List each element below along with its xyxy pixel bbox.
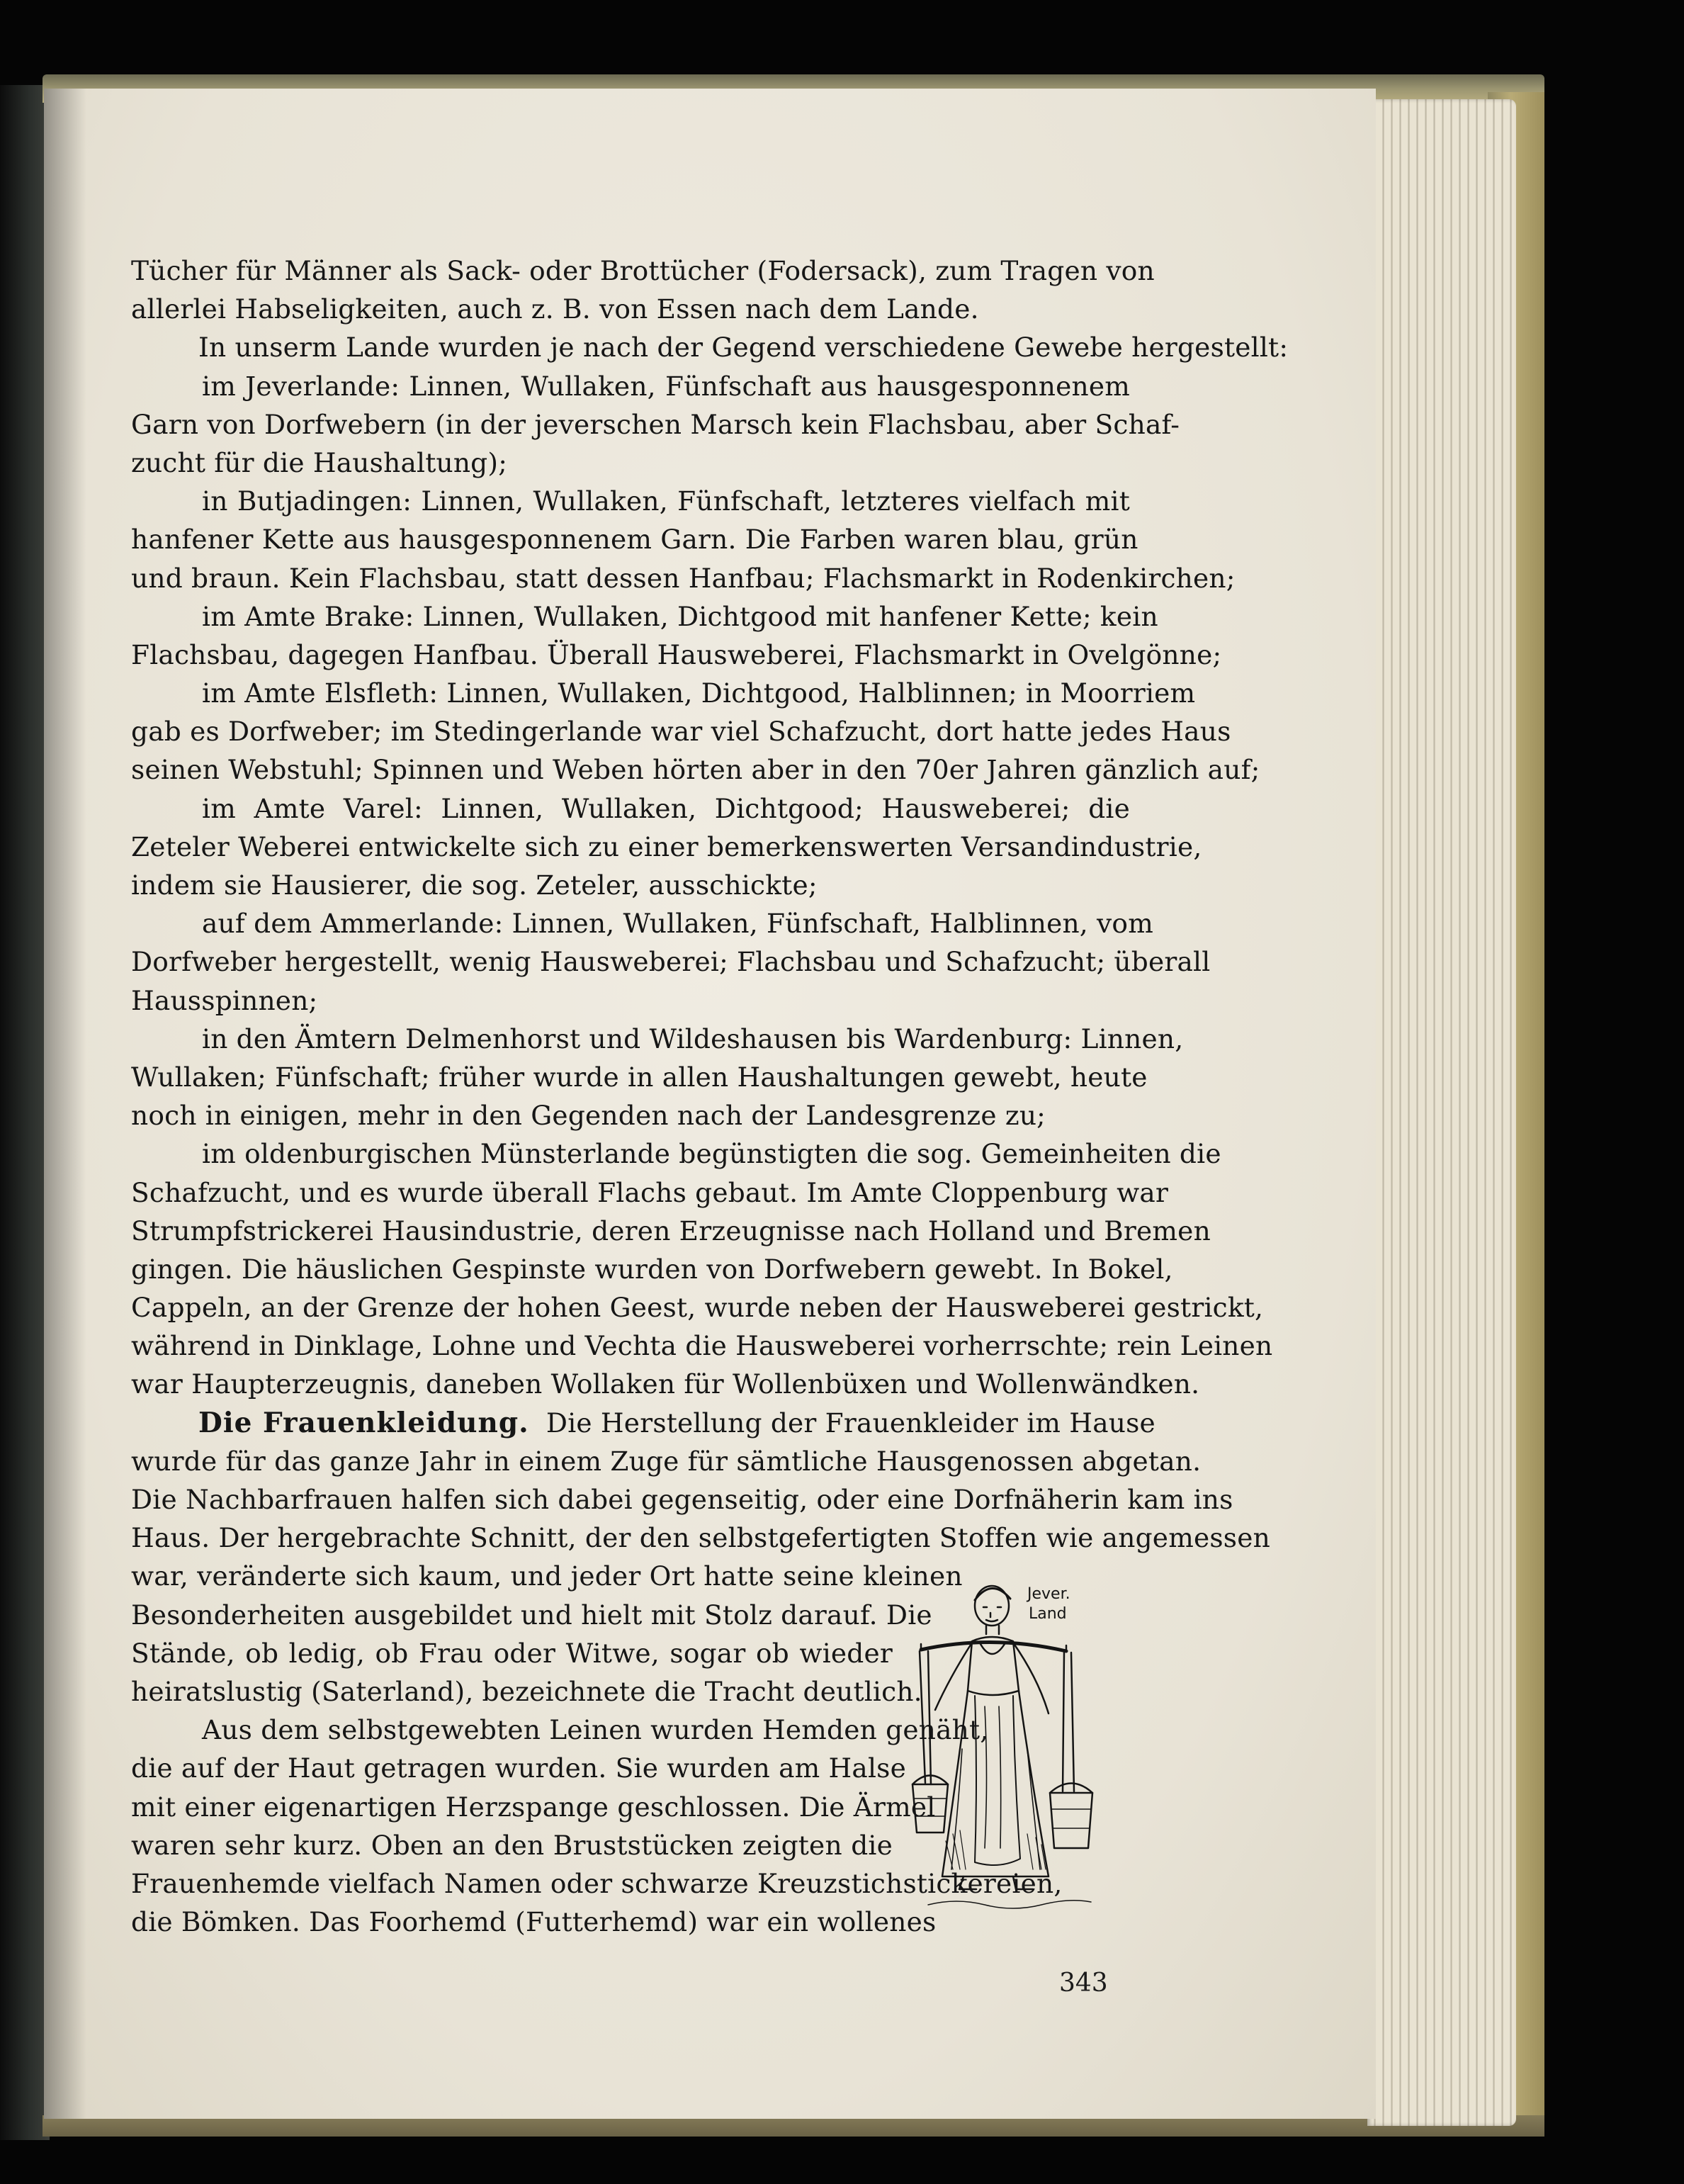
text-line: Tücher für Männer als Sack- oder Brottücher (Fodersack), zum Tragen von — [131, 255, 1155, 286]
text-line: gab es Dorfweber; im Stedingerlande war viel Schafzucht, dort hatte jedes Haus — [131, 716, 1231, 748]
text-line: während in Dinklage, Lohne und Vechta die Hausweberei vorherrschte; rein Leinen — [131, 1330, 1273, 1362]
text-line: hanfener Kette aus hausgesponnenem Garn. Die Farben waren blau, grün — [131, 524, 1138, 556]
text-line: Garn von Dorfwebern (in der jeverschen Marsch kein Flachsbau, aber Schaf- — [131, 408, 1180, 440]
page-number: 343 — [1059, 1969, 1108, 1998]
text-line: im Amte Brake: Linnen, Wullaken, Dichtgood mit hanfener Kette; kein — [202, 600, 1158, 632]
text-line: im Amte Elsfleth: Linnen, Wullaken, Dichtgood, Halblinnen; in Moorriem — [202, 677, 1196, 709]
text-line: Schafzucht, und es wurde überall Flachs gebaut. Im Amte Cloppenburg war — [131, 1176, 1169, 1208]
text-line: Die Herstellung der Frauenkleider im Hause — [546, 1407, 1155, 1439]
text-line: Dorfweber hergestellt, wenig Hausweberei; Flachsbau und Schafzucht; überall — [131, 946, 1211, 978]
text-line: Haus. Der hergebrachte Schnitt, der den selbstgefertigten Stoffen wie angemessen — [131, 1522, 1270, 1554]
text-line: Strumpfstrickerei Hausindustrie, deren Erzeugnisse nach Holland und Bremen — [131, 1215, 1211, 1246]
text-line: Wullaken; Fünfschaft; früher wurde in allen Haushaltungen gewebt, heute — [131, 1061, 1148, 1093]
text-line: mit einer eigenartigen Herzspange geschlossen. Die Ärmel — [131, 1791, 936, 1823]
text-line: allerlei Habseligkeiten, auch z. B. von Essen nach dem Lande. — [131, 293, 979, 325]
page-edges — [1367, 99, 1516, 2126]
text-line: waren sehr kurz. Oben an den Bruststücken zeigten die — [131, 1829, 893, 1861]
text-line: die Bömken. Das Foorhemd (Futterhemd) war ein wollenes — [131, 1906, 937, 1938]
section-heading: Die Frauenkleidung. — [198, 1406, 529, 1439]
section-heading-line — [131, 1404, 1155, 1442]
book-spine-edge — [0, 85, 50, 2140]
text-line: Besonderheiten ausgebildet und hielt mit Stolz darauf. Die — [131, 1599, 932, 1631]
text-line: Aus dem selbstgewebten Leinen wurden Hemden genäht, — [202, 1714, 989, 1746]
woman-with-yoke-illustration — [907, 1572, 1116, 1926]
text-line: gingen. Die häuslichen Gespinste wurden von Dorfwebern gewebt. In Bokel, — [131, 1253, 1173, 1285]
text-line: zucht für die Haushaltung); — [131, 446, 508, 478]
text-line: in den Ämtern Delmenhorst und Wildeshausen bis Wardenburg: Linnen, — [202, 1023, 1184, 1054]
text-line: seinen Webstuhl; Spinnen und Weben hörten aber in den 70er Jahren gänzlich auf; — [131, 754, 1260, 786]
figure-caption: Jever. — [1027, 1585, 1070, 1603]
text-line: und braun. Kein Flachsbau, statt dessen Hanfbau; Flachsmarkt in Rodenkirchen; — [131, 562, 1236, 594]
text-line: im Jeverlande: Linnen, Wullaken, Fünfschaft aus hausgesponnenem — [202, 370, 1130, 402]
text-line: Cappeln, an der Grenze der hohen Geest, wurde neben der Hausweberei gestrickt, — [131, 1292, 1264, 1324]
text-line: wurde für das ganze Jahr in einem Zuge für sämtliche Hausgenossen abgetan. — [131, 1445, 1202, 1477]
figure-caption: Land — [1029, 1605, 1067, 1623]
text-line: war, veränderte sich kaum, und jeder Ort hatte seine kleinen — [131, 1560, 963, 1592]
text-line: Frauenhemde vielfach Namen oder schwarze Kreuzstichstickereien, — [131, 1867, 1063, 1899]
text-line: Hausspinnen; — [131, 984, 318, 1016]
text-line: auf dem Ammerlande: Linnen, Wullaken, Fünfschaft, Halblinnen, vom — [202, 908, 1153, 940]
text-line: heiratslustig (Saterland), bezeichnete die Tracht deutlich. — [131, 1675, 922, 1707]
gutter-shadow — [44, 89, 86, 2119]
text-line: in Butjadingen: Linnen, Wullaken, Fünfschaft, letzteres vielfach mit — [202, 485, 1130, 517]
text-line: im Amte Varel: Linnen, Wullaken, Dichtgood; Hausweberei; die — [202, 792, 1130, 824]
text-line: Zeteler Weberei entwickelte sich zu einer bemerkenswerten Versandindustrie, — [131, 831, 1202, 862]
text-line: In unserm Lande wurden je nach der Gegend verschiedene Gewebe hergestellt: — [198, 332, 1289, 364]
text-line: Die Nachbarfrauen halfen sich dabei gegenseitig, oder eine Dorfnäherin kam ins — [131, 1484, 1233, 1515]
text-line: noch in einigen, mehr in den Gegenden nach der Landesgrenze zu; — [131, 1100, 1046, 1132]
text-line: im oldenburgischen Münsterlande begünstigten die sog. Gemeinheiten die — [202, 1138, 1221, 1170]
text-line: die auf der Haut getragen wurden. Sie wurden am Halse — [131, 1752, 907, 1784]
text-line: war Haupterzeugnis, daneben Wollaken für Wollenbüxen und Wollenwändken. — [131, 1368, 1200, 1400]
text-line: indem sie Hausierer, die sog. Zeteler, ausschickte; — [131, 869, 818, 901]
text-line: Stände, ob ledig, ob Frau oder Witwe, sogar ob wieder — [131, 1637, 893, 1669]
text-line: Flachsbau, dagegen Hanfbau. Überall Hausweberei, Flachsmarkt in Ovelgönne; — [131, 638, 1222, 670]
